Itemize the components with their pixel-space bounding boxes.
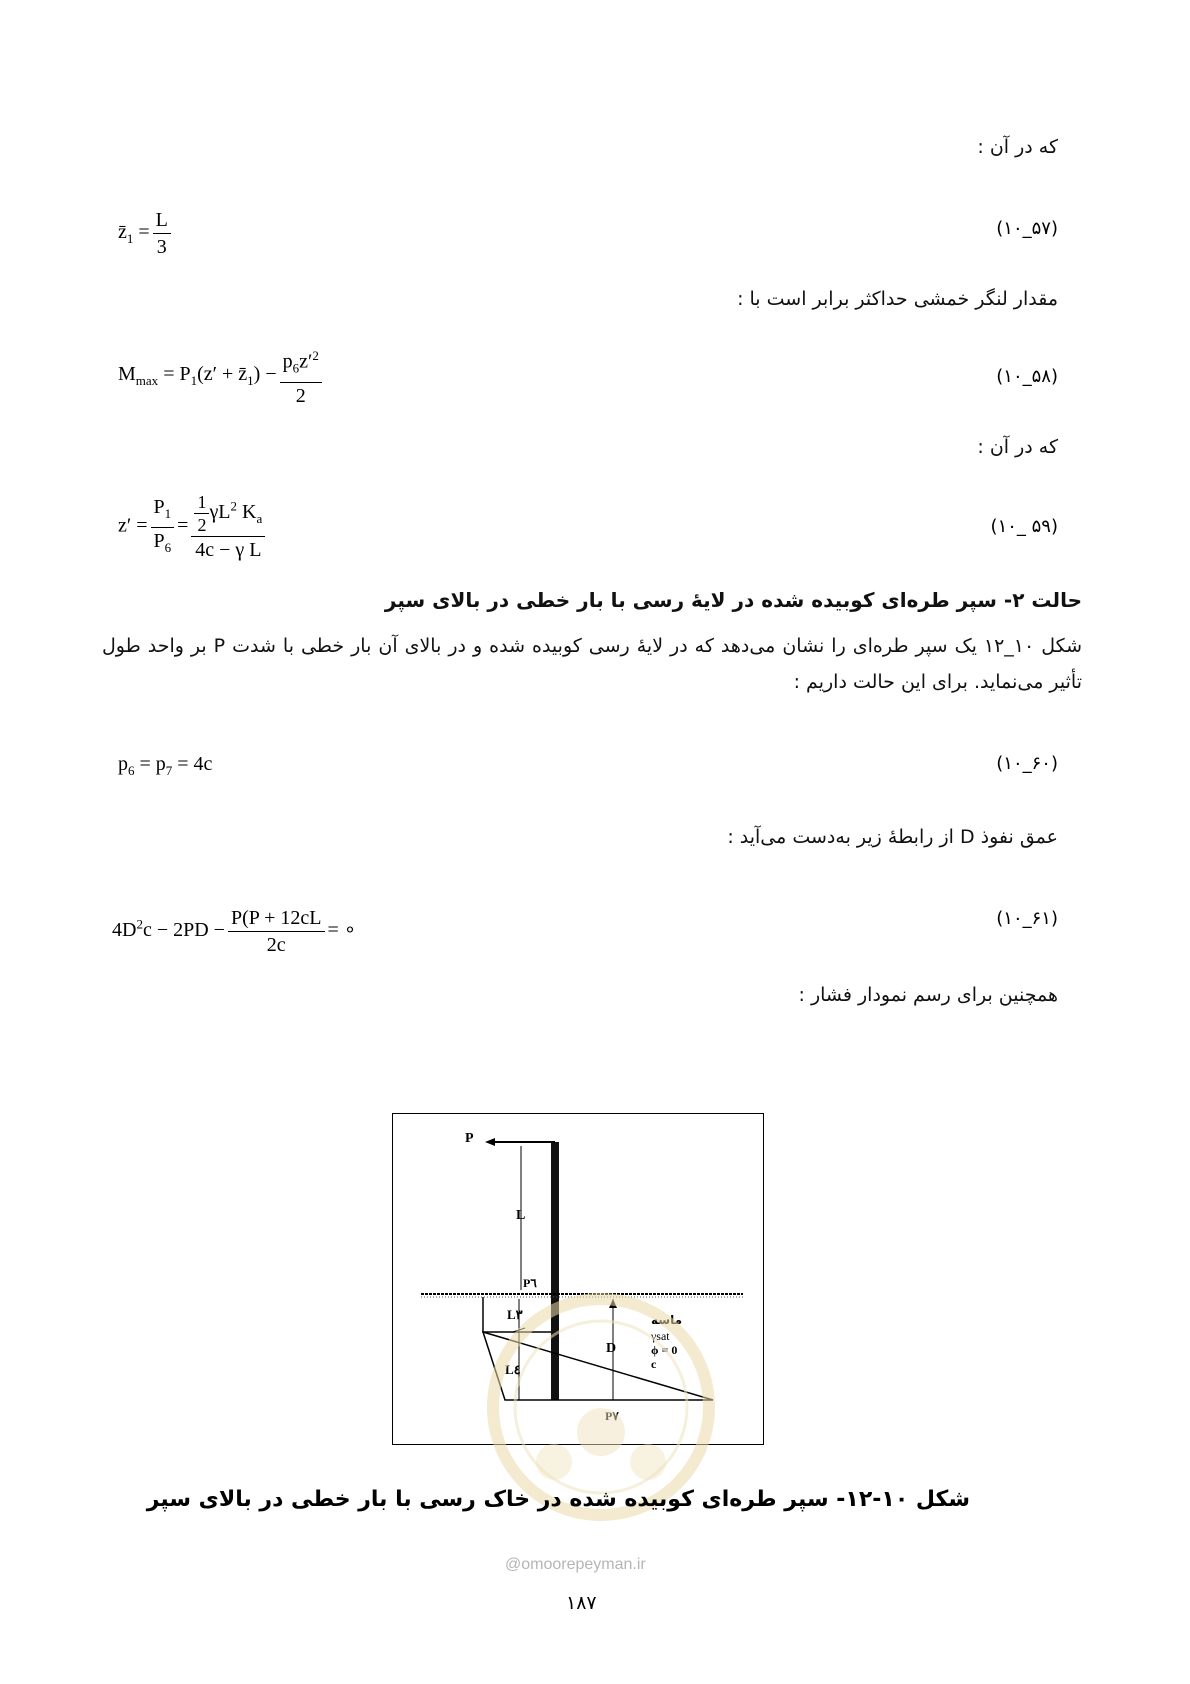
equation-number-60: (۱۰_۶۰) [996, 753, 1058, 774]
text-penetration-depth: عمق نفوذ D از رابطهٔ زیر به‌دست می‌آید : [727, 826, 1058, 848]
figure-caption: شکل ۱۰-۱۲- سپر طره‌ای کوبیده شده در خاک رسی با بار خطی در بالای سپر [146, 1487, 970, 1512]
equation-number-59: (۱۰_ ۵۹) [990, 516, 1058, 537]
equation-number-58: (۱۰_۵۸) [996, 366, 1058, 387]
equation-58: $M_{max} = P_1(z'$ + $z̄_1$) − $\frac{p_6z'^2}{2}$ [118, 344, 325, 408]
equation-61: $4D^2c - 2PD$ − $\frac{P(P + 12cL}{2c}$ = ∘ [112, 907, 357, 956]
load-arrowhead [485, 1138, 495, 1146]
equation-number-61: (۱۰_۶۱) [996, 908, 1058, 929]
text-max-moment: مقدار لنگر خمشی حداکثر برابر است با : [737, 288, 1058, 310]
label-l: L [516, 1208, 526, 1223]
label-gamma-sat: γsat [651, 1329, 670, 1343]
label-l4: L٤ [505, 1362, 521, 1377]
text-where-1: که در آن : [977, 136, 1058, 158]
page-number: ۱۸۷ [566, 1592, 597, 1614]
label-soil: ماسه [651, 1313, 683, 1327]
label-l3: L۳ [507, 1307, 523, 1322]
label-p6: P٦ [523, 1276, 537, 1290]
watermark-url: @omoorepeyman.ir [505, 1556, 646, 1573]
section-heading-case-2: حالت ۲- سپر طره‌ای کوبیده شده در لایهٔ رسی با بار خطی در بالای سپر [384, 588, 1082, 612]
label-d: D [606, 1341, 617, 1356]
label-p: P [465, 1131, 474, 1146]
label-phi: ϕ = 0 [651, 1343, 678, 1357]
label-c: c [651, 1357, 657, 1371]
text-pressure-diagram: همچنین برای رسم نمودار فشار : [798, 984, 1058, 1006]
equation-57: $z̄_1$ = $\frac{L}{3}$ [118, 208, 174, 259]
equation-59: z′ = $\frac{P_1}{P_6}$ = $\frac{1}{2}$ $\gamma L^2$ $K_a$ 4c − γ L [118, 492, 268, 562]
text-case-2-description: شکل ۱۰_۱۲ یک سپر طره‌ای را نشان می‌دهد که در لایهٔ رسی کوبیده شده و در بالای آن بار خطی با شدت P بر واحد طول تأثیر می‌نماید. برای این حالت داریم : [102, 635, 1083, 693]
equation-number-57: (۱۰_۵۷) [996, 218, 1058, 239]
equation-60: $p_6 = p_7 = 4c$ [118, 753, 213, 778]
text-where-2: که در آن : [977, 436, 1058, 458]
